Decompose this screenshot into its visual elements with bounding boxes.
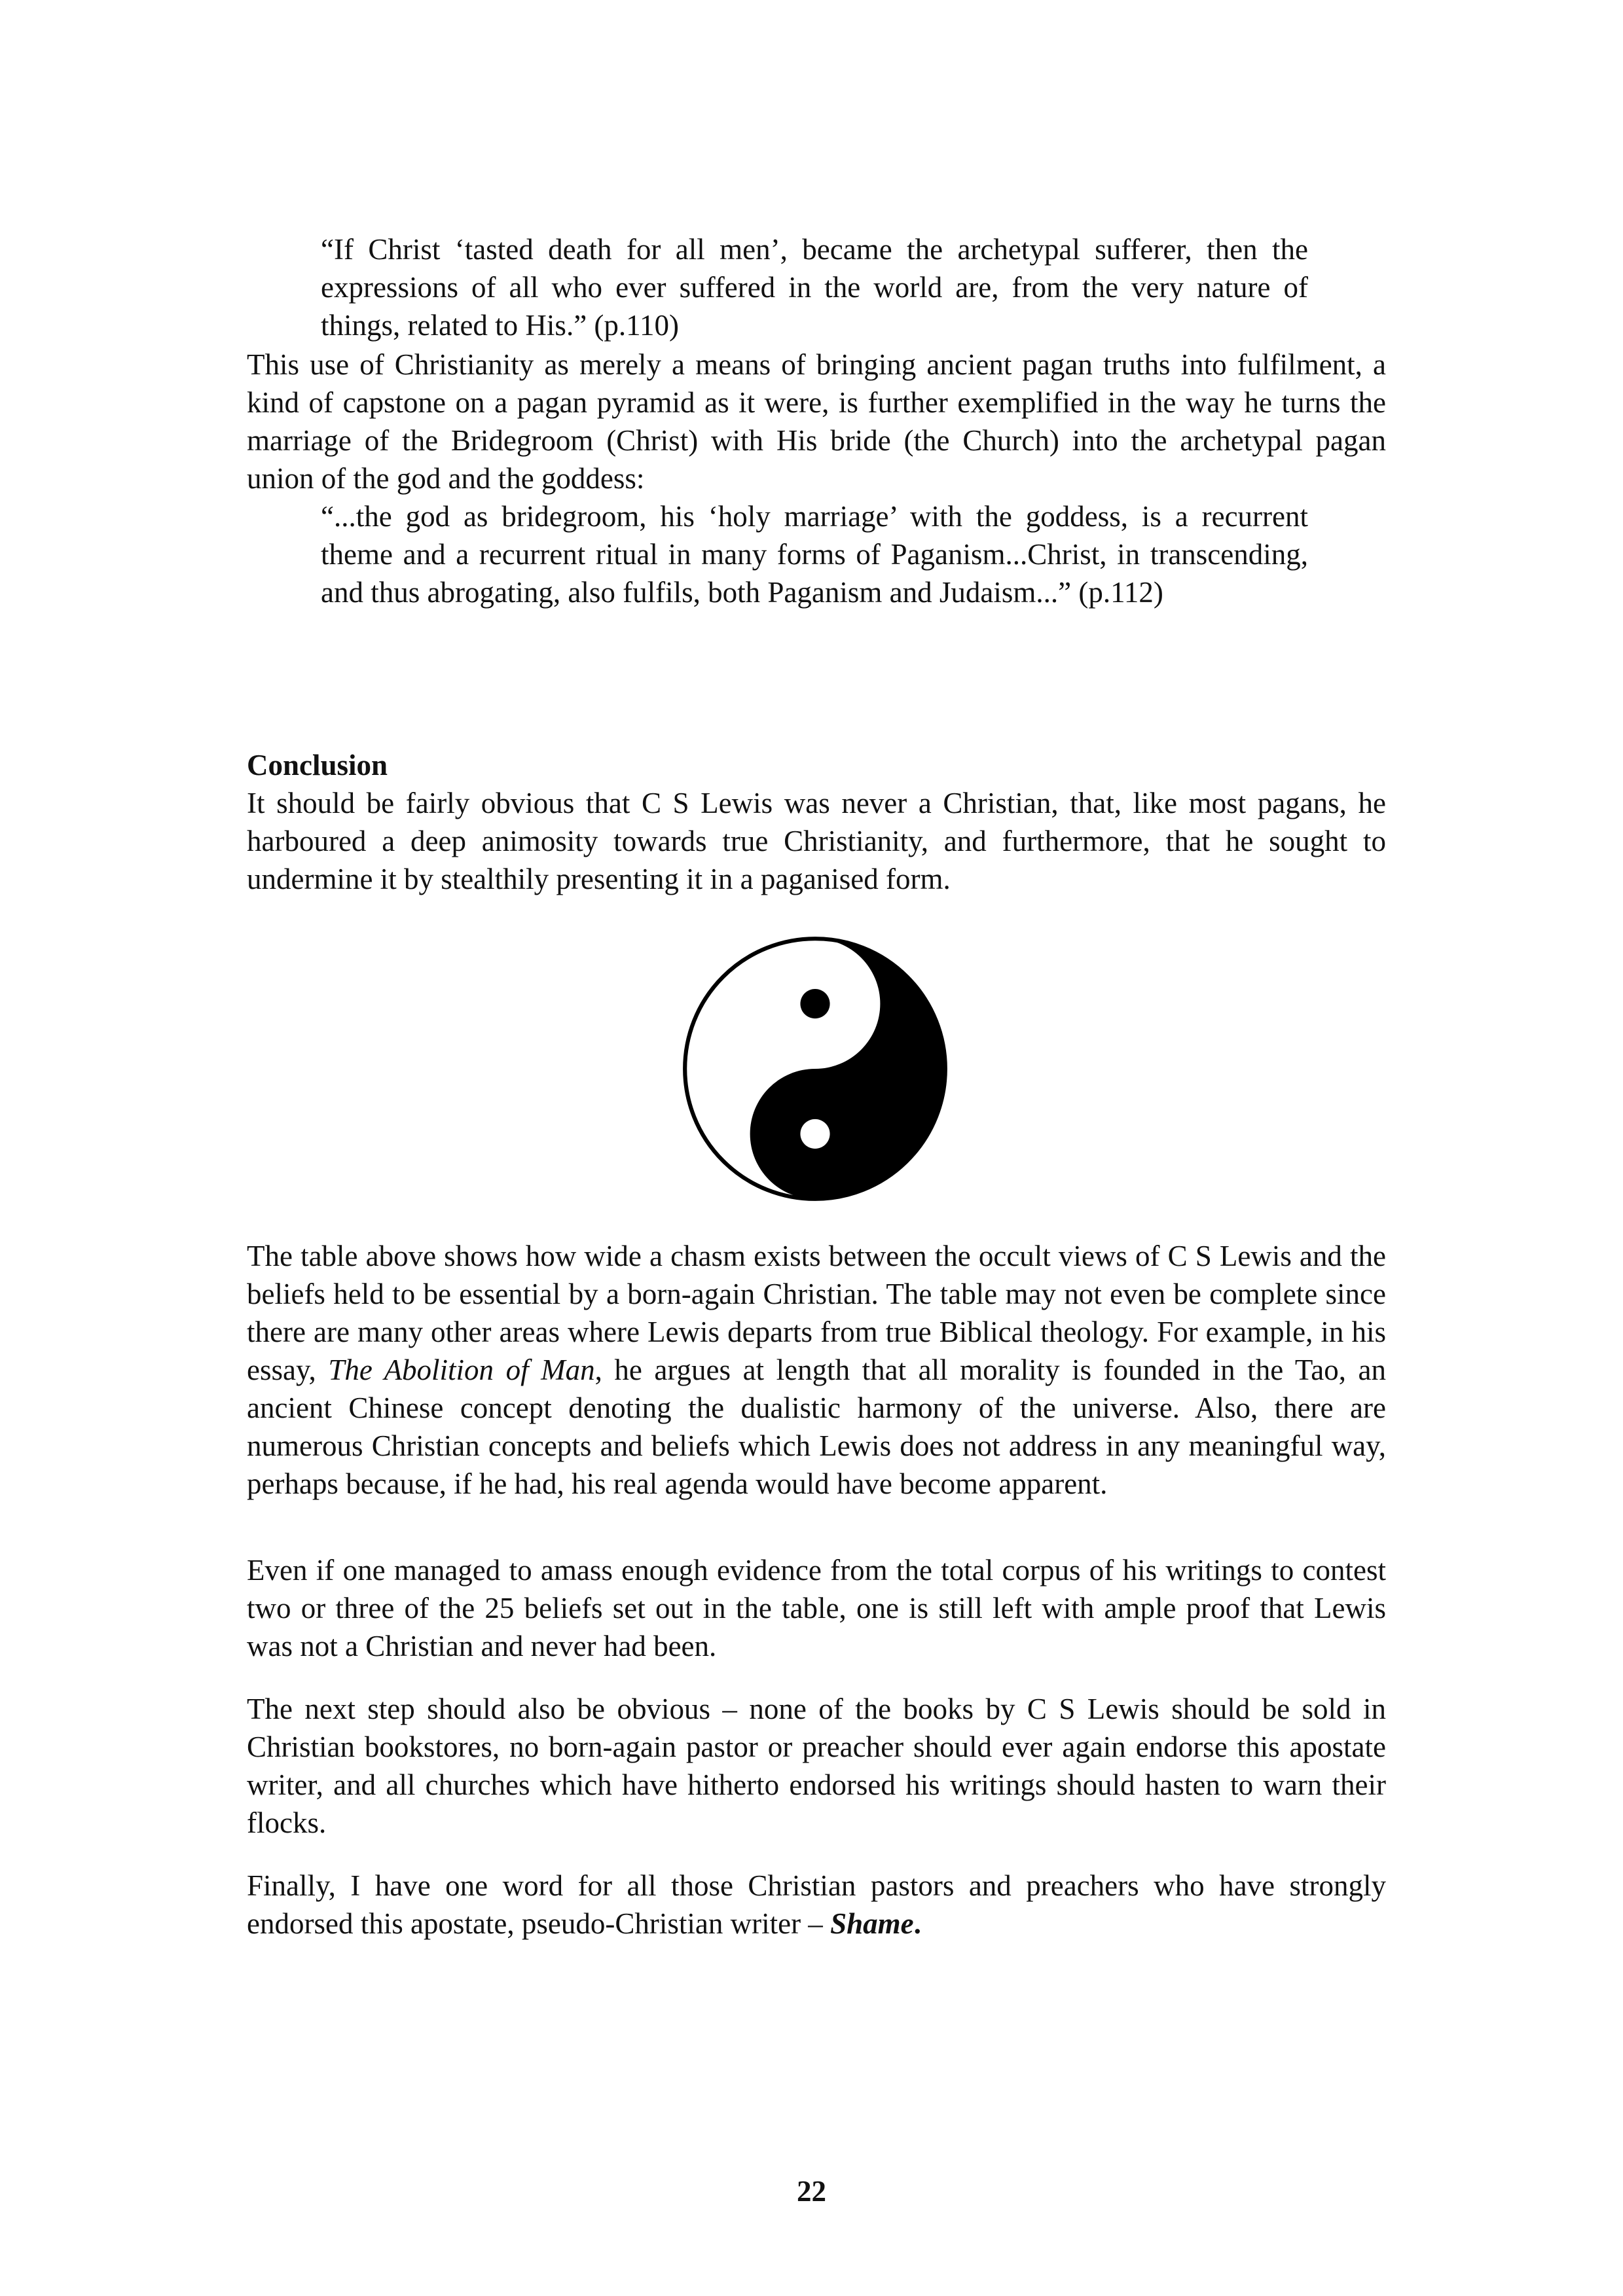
- essay-title: The Abolition of Man: [328, 1354, 595, 1386]
- block-quote-p110: “If Christ ‘tasted death for all men’, became the archetypal sufferer, then the expressions of all who ever suffered in the world are, from the very nature of things, related to His.” (p.110): [321, 233, 1308, 342]
- emphasis-shame: Shame: [830, 1907, 914, 1940]
- page-number: 22: [797, 2175, 826, 2208]
- paragraph-pagan-truths: This use of Christianity as merely a means of bringing ancient pagan truths into fulfilment, a kind of capstone on a pagan pyramid as it were, is further exemplified in the way he turns the marriage of the Bridegroom (Christ) with His bride (the Church) into the archetypal pagan union of the god and the goddess:: [247, 348, 1386, 495]
- final-period: .: [913, 1907, 921, 1940]
- paragraph-table-text-start: The table above shows how wide a chasm exists between the occult views of C S Lewis and the beliefs held to be essential by a born-again Christian. The table may not even be complete since there are many other areas where Lewis departs from true Biblical theology. For example, in his essay,: [247, 1240, 1386, 1386]
- paragraph-next-step: The next step should also be obvious – none of the books by C S Lewis should be sold in Christian bookstores, no born-again pastor or preacher should ever again endorse this apostate writer, and all churches which have hitherto endorsed his writings should hasten to warn their flocks.: [247, 1693, 1386, 1839]
- paragraph-table-text-end: , he argues at length that all morality is founded in the Tao, an ancient Chinese concept denoting the dualistic harmony of the universe. Also, there are numerous Christian concepts and beliefs which Lewis does not address in any meaningful way, perhaps because, if he had, his real agenda would have become apparent.: [247, 1354, 1386, 1500]
- paragraph-conclusion: It should be fairly obvious that C S Lewis was never a Christian, that, like most pagans, he harboured a deep animosity towards true Christianity, and furthermore, that he sought to undermine it by stealthily presenting it in a paganised form.: [247, 787, 1386, 895]
- paragraph-table-chasm: [247, 1237, 1386, 1503]
- block-quote-p112: “...the god as bridegroom, his ‘holy marriage’ with the goddess, is a recurrent theme and a recurrent ritual in many forms of Paganism...Christ, in transcending, and thus abrogating, also fulfils, both Paganism and Judaism...” (p.112): [321, 500, 1308, 609]
- yin-yang-icon: [681, 935, 949, 1203]
- conclusion-heading: Conclusion: [247, 749, 388, 781]
- paragraph-evidence: Even if one managed to amass enough evidence from the total corpus of his writings to contest two or three of the 25 beliefs set out in the table, one is still left with ample proof that Lewis was not a Christian and never had been.: [247, 1554, 1386, 1662]
- paragraph-final: [247, 1867, 1386, 1943]
- paragraph-final-text: Finally, I have one word for all those Christian pastors and preachers who have strongly endorsed this apostate, pseudo-Christian writer –: [247, 1869, 1386, 1940]
